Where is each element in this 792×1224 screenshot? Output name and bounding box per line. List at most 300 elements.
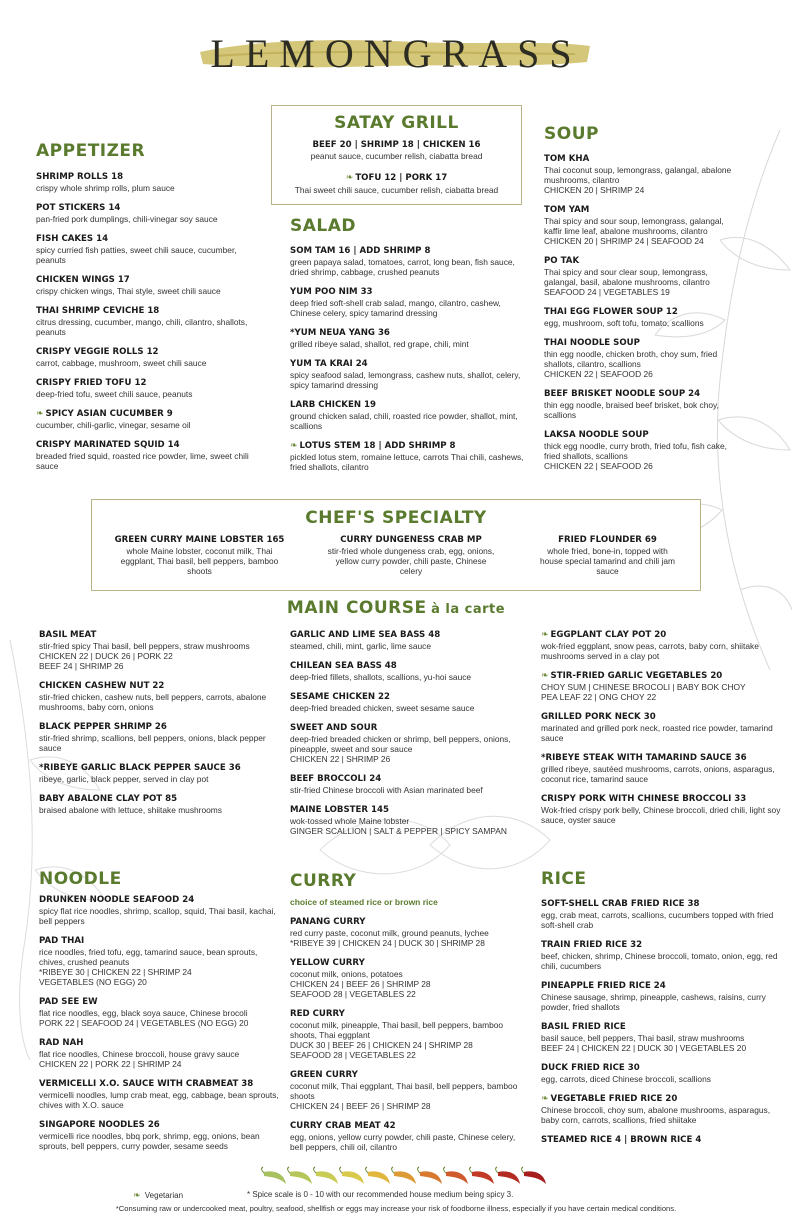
item-name (541, 939, 781, 951)
chef-special-item (535, 534, 680, 576)
item-name (290, 629, 530, 641)
vegetarian-leaf-icon: ❧ (36, 409, 44, 419)
item-name: CURRY DUNGENESS CRAB MP (340, 535, 482, 545)
spice-scale-peppers (260, 1166, 550, 1192)
item-name-text: GREEN CURRY (290, 1070, 358, 1080)
item-name-text: GRILLED PORK NECK 30 (541, 712, 656, 722)
menu-item (36, 439, 266, 471)
item-name-text: THAI EGG FLOWER SOUP 12 (544, 307, 678, 317)
item-description: deep fried soft-shell crab salad, mango, cilantro, cashew, Chinese celery, spicy tamarind dressing (290, 298, 501, 318)
item-price: CHICKEN 22 | SEAFOOD 26 (544, 461, 653, 471)
vegetarian-leaf-icon: ❧ (541, 1094, 549, 1104)
chef-special-item (324, 534, 499, 576)
item-description: Chinese broccoli, choy sum, abalone mushrooms, asparagus, baby corn, carrots, scallions, fried shiitake (541, 1105, 771, 1125)
item-name (290, 440, 530, 452)
menu-item (290, 1120, 530, 1152)
item-price: BEEF 24 | SHRIMP 26 (39, 661, 124, 671)
menu-item (36, 233, 266, 265)
item-name (290, 722, 530, 734)
item-name (290, 957, 530, 969)
item-name (544, 388, 744, 400)
item-price: VEGETABLES (NO EGG) 20 (39, 977, 147, 987)
item-name (290, 399, 530, 411)
item-name-text: EGGPLANT CLAY POT 20 (550, 630, 667, 640)
appetizer-section (36, 141, 266, 480)
spice-level-pepper-icon (342, 1171, 364, 1184)
spice-level-pepper-icon (498, 1171, 520, 1184)
item-description: thin egg noodle, braised beef brisket, bok choy, scallions (544, 400, 719, 420)
item-description: red curry paste, coconut milk, ground peanuts, lychee (290, 928, 489, 938)
item-name (290, 1008, 530, 1020)
item-name (544, 429, 744, 441)
item-description: thick egg noodle, curry broth, fried tofu, fish cake, fried shallots, scallions (544, 441, 727, 461)
appetizer-list (36, 171, 266, 471)
salad-section (290, 216, 530, 481)
menu-item (541, 1134, 781, 1146)
section-subtitle: choice of steamed rice or brown rice (290, 897, 438, 907)
item-name-text: SPICY ASIAN CUCUMBER 9 (45, 409, 173, 419)
item-name (541, 1021, 781, 1033)
item-name (544, 255, 744, 267)
item-name-text: BEEF BROCCOLI 24 (290, 774, 382, 784)
item-name (39, 629, 279, 641)
item-name-text: YUM POO NIM 33 (290, 287, 373, 297)
item-name-text: CRISPY MARINATED SQUID 14 (36, 440, 180, 450)
item-name (290, 691, 530, 703)
item-price: CHICKEN 24 | BEEF 26 | SHRIMP 28 (290, 1101, 431, 1111)
menu-item (290, 1008, 530, 1060)
item-name-text: RED CURRY (290, 1009, 345, 1019)
item-description: spicy seafood salad, lemongrass, cashew nuts, shallot, celery, spicy tamarind dressing (290, 370, 521, 390)
item-description: braised abalone with lettuce, shiitake mushrooms (39, 805, 222, 815)
item-name (36, 274, 266, 286)
item-name (544, 306, 744, 318)
item-name (39, 894, 279, 906)
item-name: GREEN CURRY MAINE LOBSTER 165 (114, 535, 285, 545)
chefs-specialty-box (91, 499, 701, 591)
item-name-text: DUCK FRIED RICE 30 (541, 1063, 640, 1073)
item-name-text: CRISPY FRIED TOFU 12 (36, 378, 147, 388)
item-description: pickled lotus stem, romaine lettuce, carrots Thai chili, cashews, fried shallots, cilantro (290, 452, 524, 472)
item-name (541, 1062, 781, 1074)
menu-item (39, 793, 279, 815)
item-price: CHICKEN 20 | SHRIMP 24 (544, 185, 645, 195)
item-name-text: VEGETABLE FRIED RICE 20 (550, 1094, 678, 1104)
item-description: deep-fried breaded chicken or shrimp, bell peppers, onions, pineapple, sweet and sour sauce (290, 734, 511, 754)
menu-item (36, 305, 266, 337)
item-name: FRIED FLOUNDER 69 (558, 535, 657, 545)
menu-item (544, 388, 744, 420)
menu-item (39, 721, 279, 753)
item-price: SEAFOOD 24 | VEGETABLES 19 (544, 287, 670, 297)
menu-item (541, 752, 781, 784)
item-name-text: BEEF BRISKET NOODLE SOUP 24 (544, 389, 701, 399)
menu-item (39, 680, 279, 712)
item-name-text: *RIBEYE STEAK WITH TAMARIND SAUCE 36 (541, 753, 747, 763)
section-title: RICE (541, 869, 587, 889)
menu-item (39, 1119, 279, 1151)
satay-line-1: BEEF 20 | SHRIMP 18 | CHICKEN 16 (312, 140, 481, 150)
item-name-text: STEAMED RICE 4 | BROWN RICE 4 (541, 1135, 702, 1145)
section-title: MAIN COURSE (286, 598, 427, 618)
item-name (290, 286, 530, 298)
item-name (541, 898, 781, 910)
noodle-list (39, 894, 279, 1151)
menu-item (290, 358, 530, 390)
item-name (39, 935, 279, 947)
menu-item (290, 327, 530, 349)
item-description: coconut milk, onions, potatoes (290, 969, 403, 979)
menu-item (541, 939, 781, 971)
rice-list (541, 898, 781, 1146)
item-name-text: THAI SHRIMP CEVICHE 18 (36, 306, 160, 316)
main-course-column-1 (39, 629, 279, 824)
item-name (39, 793, 279, 805)
menu-item (541, 1021, 781, 1053)
menu-item (36, 408, 266, 430)
item-name (39, 721, 279, 733)
item-name (39, 1037, 279, 1049)
vegetarian-legend (133, 1190, 183, 1201)
pepper-stem (366, 1167, 368, 1173)
item-name (544, 153, 744, 165)
spice-scale-note: * Spice scale is 0 - 10 with our recommended house medium being spicy 3. (247, 1190, 514, 1199)
satay-grill-box (271, 105, 522, 205)
item-name (541, 1093, 781, 1105)
pepper-stem (340, 1167, 342, 1173)
item-name-text: VERMICELLI X.O. SAUCE WITH CRABMEAT 38 (39, 1079, 254, 1089)
pepper-stem (392, 1167, 394, 1173)
item-price: SEAFOOD 28 | VEGETABLES 22 (290, 1050, 416, 1060)
item-description: vermicelli noodles, lump crab meat, egg, cabbage, bean sprouts, chives with X.O. sauce (39, 1090, 279, 1110)
noodle-section (39, 869, 279, 1160)
item-description: basil sauce, bell peppers, Thai basil, straw mushrooms (541, 1033, 745, 1043)
item-description: Wok-fried crispy pork belly, Chinese broccoli, dried chili, light soy sauce, oyster sauce (541, 805, 781, 825)
item-name (36, 377, 266, 389)
item-description: Chinese sausage, shrimp, pineapple, cashews, raisins, curry powder, fried shallots (541, 992, 766, 1012)
item-description: spicy flat rice noodles, shrimp, scallop, squid, Thai basil, kachai, bell peppers (39, 906, 276, 926)
logo (0, 22, 792, 82)
item-price: BEEF 24 | CHICKEN 22 | DUCK 30 | VEGETABLES 20 (541, 1043, 747, 1053)
item-name-text: PO TAK (544, 256, 580, 266)
section-title: SALAD (290, 216, 357, 236)
item-description: coconut milk, Thai eggplant, Thai basil, bell peppers, bamboo shoots (290, 1081, 518, 1101)
item-name (39, 996, 279, 1008)
item-name-text: PINEAPPLE FRIED RICE 24 (541, 981, 666, 991)
menu-item (544, 255, 744, 297)
item-name (541, 711, 781, 723)
item-name (541, 1134, 781, 1146)
menu-item (290, 1069, 530, 1111)
item-description: wok-tossed whole Maine lobster (290, 816, 410, 826)
item-price: *RIBEYE 30 | CHICKEN 22 | SHRIMP 24 (39, 967, 192, 977)
menu-item (290, 245, 530, 277)
section-subtitle: à la carte (431, 602, 506, 617)
spice-level-pepper-icon (316, 1171, 338, 1184)
menu-item (290, 691, 530, 713)
item-description: carrot, cabbage, mushroom, sweet chili sauce (36, 358, 207, 368)
item-description: ground chicken salad, chili, roasted rice powder, shallot, mint, scallions (290, 411, 518, 431)
chef-special-item (112, 534, 287, 576)
item-name (290, 358, 530, 370)
item-price: SEAFOOD 28 | VEGETABLES 22 (290, 989, 416, 999)
item-description: citrus dressing, cucumber, mango, chili, cilantro, shallots, peanuts (36, 317, 248, 337)
item-description: thin egg noodle, chicken broth, choy sum, fried shallots, cilantro, scallions (544, 349, 718, 369)
satay-line-2: TOFU 12 | PORK 17 (355, 173, 448, 183)
item-name-text: LOTUS STEM 18 | ADD SHRIMP 8 (299, 441, 456, 451)
item-description: stir-fried whole dungeness crab, egg, onions, yellow curry powder, chili paste, Chinese celery (327, 546, 495, 576)
main-course-column-2 (290, 629, 530, 845)
menu-item (290, 773, 530, 795)
item-name-text: CURRY CRAB MEAT 42 (290, 1121, 396, 1131)
menu-item (290, 286, 530, 318)
item-name (36, 408, 266, 420)
item-name-text: LARB CHICKEN 19 (290, 400, 376, 410)
item-description: egg, crab meat, carrots, scallions, cucumbers topped with fried soft-shell crab (541, 910, 774, 930)
item-description: cucumber, chili-garlic, vinegar, sesame oil (36, 420, 191, 430)
item-name-text: TOM YAM (544, 205, 590, 215)
spice-level-pepper-icon (394, 1171, 416, 1184)
item-description: Thai spicy and sour clear soup, lemongrass, galangal, basil, abalone mushrooms, cilantro (544, 267, 710, 287)
item-name-text: SHRIMP ROLLS 18 (36, 172, 124, 182)
item-description: egg, mushroom, soft tofu, tomato, scallions (544, 318, 704, 328)
item-name (541, 980, 781, 992)
soup-section (544, 124, 744, 480)
item-description: marinated and grilled pork neck, roasted rice powder, tamarind sauce (541, 723, 773, 743)
item-description: deep-fried breaded chicken, sweet sesame sauce (290, 703, 475, 713)
menu-item (290, 440, 530, 472)
item-name-text: PAD SEE EW (39, 997, 98, 1007)
item-name (39, 762, 279, 774)
soup-list (544, 153, 744, 471)
item-price: DUCK 30 | BEEF 26 | CHICKEN 24 | SHRIMP 28 (290, 1040, 473, 1050)
menu-item (39, 1037, 279, 1069)
menu-item (39, 762, 279, 784)
satay-desc-2: Thai sweet chili sauce, cucumber relish, ciabatta bread (294, 185, 499, 195)
item-name-text: BLACK PEPPER SHRIMP 26 (39, 722, 167, 732)
vegetarian-leaf-icon: ❧ (290, 441, 298, 451)
item-description: deep-fried fillets, shallots, scallions, yu-hoi sauce (290, 672, 472, 682)
menu-item (541, 980, 781, 1012)
salad-list (290, 245, 530, 472)
item-name (290, 1069, 530, 1081)
item-name-text: *RIBEYE GARLIC BLACK PEPPER SAUCE 36 (39, 763, 241, 773)
curry-list (290, 916, 530, 1152)
pepper-stem (262, 1167, 264, 1173)
item-price: CHICKEN 20 | SHRIMP 24 | SEAFOOD 24 (544, 236, 704, 246)
vegetarian-leaf-icon: ❧ (541, 671, 549, 681)
item-description: Thai coconut soup, lemongrass, galangal, abalone mushrooms, cilantro (544, 165, 732, 185)
item-name (544, 204, 744, 216)
satay-desc-1: peanut sauce, cucumber relish, ciabatta bread (310, 151, 483, 161)
item-description: deep-fried tofu, sweet chili sauce, peanuts (36, 389, 193, 399)
menu-item (36, 274, 266, 296)
spice-level-pepper-icon (290, 1171, 312, 1184)
item-description: stir-fried chicken, cashew nuts, bell peppers, carrots, abalone mushrooms, baby corn, onions (39, 692, 267, 712)
spice-level-pepper-icon (368, 1171, 390, 1184)
pepper-stem (470, 1167, 472, 1173)
item-name-text: SWEET AND SOUR (290, 723, 378, 733)
item-name-text: STIR-FRIED GARLIC VEGETABLES 20 (550, 671, 723, 681)
item-description: whole fried, bone-in, topped with house special tamarind and chili jam sauce (539, 546, 675, 576)
pepper-stem (444, 1167, 446, 1173)
item-name-text: POT STICKERS 14 (36, 203, 121, 213)
menu-item (290, 804, 530, 836)
section-title: CHEF'S SPECIALTY (305, 508, 487, 528)
item-description: stir-fried spicy Thai basil, bell peppers, straw mushrooms (39, 641, 250, 651)
item-description: coconut milk, pineapple, Thai basil, bell peppers, bamboo shoots, Thai eggplant (290, 1020, 504, 1040)
section-title: SATAY GRILL (334, 113, 459, 133)
item-price: CHICKEN 24 | BEEF 26 | SHRIMP 28 (290, 979, 431, 989)
item-price: CHICKEN 22 | SHRIMP 26 (290, 754, 391, 764)
spice-level-pepper-icon (264, 1171, 286, 1184)
main-course-column-3 (541, 629, 781, 834)
item-name-text: FISH CAKES 14 (36, 234, 109, 244)
item-name-text: CHICKEN WINGS 17 (36, 275, 130, 285)
item-name-text: BABY ABALONE CLAY POT 85 (39, 794, 178, 804)
menu-item (541, 793, 781, 825)
menu-item (541, 670, 781, 702)
item-description: stir-fried shrimp, scallions, bell peppers, onions, black pepper sauce (39, 733, 266, 753)
pepper-stem (522, 1167, 524, 1173)
item-name-text: PAD THAI (39, 936, 85, 946)
item-description: crispy chicken wings, Thai style, sweet chili sauce (36, 286, 221, 296)
item-description: egg, carrots, diced Chinese broccoli, scallions (541, 1074, 711, 1084)
menu-item (36, 202, 266, 224)
item-name (36, 202, 266, 214)
item-name-text: THAI NOODLE SOUP (544, 338, 640, 348)
menu-item (541, 1062, 781, 1084)
item-name-text: SOFT-SHELL CRAB FRIED RICE 38 (541, 899, 700, 909)
curry-section (290, 871, 530, 1161)
main-course-heading (0, 598, 792, 618)
item-name-text: TRAIN FRIED RICE 32 (541, 940, 643, 950)
spice-level-pepper-icon (472, 1171, 494, 1184)
item-description: grilled ribeye salad, shallot, red grape, chili, mint (290, 339, 469, 349)
item-name-text: CRISPY PORK WITH CHINESE BROCCOLI 33 (541, 794, 747, 804)
item-description: vermicelli rice noodles, bbq pork, shrimp, egg, onions, bean sprouts, bell peppers, curry powder, sesame seeds (39, 1131, 260, 1151)
item-name (39, 680, 279, 692)
menu-item (541, 898, 781, 930)
section-title: APPETIZER (36, 141, 146, 161)
menu-item (544, 153, 744, 195)
menu-item (290, 916, 530, 948)
item-description: crispy whole shrimp rolls, plum sauce (36, 183, 175, 193)
item-description: ribeye, garlic, black pepper, served in clay pot (39, 774, 209, 784)
item-name-text: DRUNKEN NOODLE SEAFOOD 24 (39, 895, 195, 905)
item-name-text: CRISPY VEGGIE ROLLS 12 (36, 347, 159, 357)
spice-level-pepper-icon (446, 1171, 468, 1184)
item-price: GINGER SCALLION | SALT & PEPPER | SPICY SAMPAN (290, 826, 507, 836)
item-description: grilled ribeye, sautéed mushrooms, carrots, onions, asparagus, coconut rice, tamarind sauce (541, 764, 775, 784)
item-name (541, 670, 781, 682)
item-name-text: TOM KHA (544, 154, 590, 164)
pepper-stem (496, 1167, 498, 1173)
menu-item (290, 722, 530, 764)
item-description: stir-fried Chinese broccoli with Asian marinated beef (290, 785, 483, 795)
item-name (290, 660, 530, 672)
item-description: wok-fried eggplant, snow peas, carrots, baby corn, shiitake mushrooms served in a clay pot (541, 641, 759, 661)
item-name-text: MAINE LOBSTER 145 (290, 805, 389, 815)
item-name (541, 793, 781, 805)
item-price: CHICKEN 22 | DUCK 26 | PORK 22 (39, 651, 173, 661)
item-name-text: BASIL FRIED RICE (541, 1022, 626, 1032)
menu-item (544, 429, 744, 471)
vegetarian-label: Vegetarian (144, 1191, 184, 1200)
satay-line-2-wrap (272, 167, 521, 185)
item-name-text: YUM TA KRAI 24 (290, 359, 368, 369)
menu-item (290, 660, 530, 682)
item-name (36, 171, 266, 183)
item-name-text: GARLIC AND LIME SEA BASS 48 (290, 630, 441, 640)
item-name-text: BASIL MEAT (39, 630, 97, 640)
menu-item (36, 377, 266, 399)
item-description: steamed, chili, mint, garlic, lime sauce (290, 641, 432, 651)
menu-item (290, 399, 530, 431)
menu-item (544, 337, 744, 379)
menu-item (39, 935, 279, 987)
item-name (36, 346, 266, 358)
rice-section (541, 869, 781, 1155)
menu-item (544, 306, 744, 328)
item-description: green papaya salad, tomatoes, carrot, long bean, fish sauce, dried shrimp, cabbage, crushed peanuts (290, 257, 515, 277)
spice-level-pepper-icon (420, 1171, 442, 1184)
item-description: whole Maine lobster, coconut milk, Thai eggplant, Thai basil, bell peppers, bamboo shoots (120, 546, 279, 576)
spice-level-pepper-icon (524, 1171, 546, 1184)
vegetarian-leaf-icon: ❧ (133, 1190, 141, 1200)
item-name-text: RAD NAH (39, 1038, 84, 1048)
item-name-text: YELLOW CURRY (290, 958, 365, 968)
item-price: *RIBEYE 39 | CHICKEN 24 | DUCK 30 | SHRIMP 28 (290, 938, 485, 948)
item-name (290, 916, 530, 928)
item-name (541, 629, 781, 641)
item-price: PEA LEAF 22 | ONG CHOY 22 (541, 692, 657, 702)
menu-item (39, 1078, 279, 1110)
item-description: spicy curried fish patties, sweet chili sauce, cucumber, peanuts (36, 245, 237, 265)
item-name (36, 233, 266, 245)
menu-item (544, 204, 744, 246)
item-description: breaded fried squid, roasted rice powder, lime, sweet chili sauce (36, 451, 249, 471)
item-description: beef, chicken, shrimp, Chinese broccoli, tomato, onion, egg, red chili, cucumbers (541, 951, 778, 971)
item-description: flat rice noodles, Chinese broccoli, house gravy sauce (39, 1049, 240, 1059)
item-price: CHICKEN 22 | SEAFOOD 26 (544, 369, 653, 379)
item-price: CHOY SUM | CHINESE BROCOLI | BABY BOK CHOY (541, 682, 746, 692)
item-name (290, 804, 530, 816)
item-description: Thai spicy and sour soup, lemongrass, galangal, kaffir lime leaf, abalone mushrooms, cilantro (544, 216, 724, 236)
section-title: NOODLE (39, 869, 122, 889)
item-description: egg, onions, yellow curry powder, chili paste, Chinese celery, bell peppers, chili oil, cilantro (290, 1132, 516, 1152)
item-price: PORK 22 | SEAFOOD 24 | VEGETABLES (NO EGG) 20 (39, 1018, 249, 1028)
item-name-text: SESAME CHICKEN 22 (290, 692, 390, 702)
pepper-stem (314, 1167, 316, 1173)
item-name (290, 773, 530, 785)
chef-list (92, 534, 700, 576)
item-name (39, 1119, 279, 1131)
item-name (290, 1120, 530, 1132)
menu-item (290, 629, 530, 651)
menu-item (39, 629, 279, 671)
menu-item (290, 957, 530, 999)
section-title: CURRY (290, 871, 357, 891)
item-description: flat rice noodles, egg, black soya sauce, Chinese brocoli (39, 1008, 248, 1018)
item-name-text: CHILEAN SEA BASS 48 (290, 661, 397, 671)
item-name (541, 752, 781, 764)
item-price: CHICKEN 22 | PORK 22 | SHRIMP 24 (39, 1059, 182, 1069)
menu-item (36, 171, 266, 193)
item-name (290, 327, 530, 339)
menu-item (541, 1093, 781, 1125)
item-description: rice noodles, fried tofu, egg, tamarind sauce, bean sprouts, chives, crushed peanuts (39, 947, 258, 967)
